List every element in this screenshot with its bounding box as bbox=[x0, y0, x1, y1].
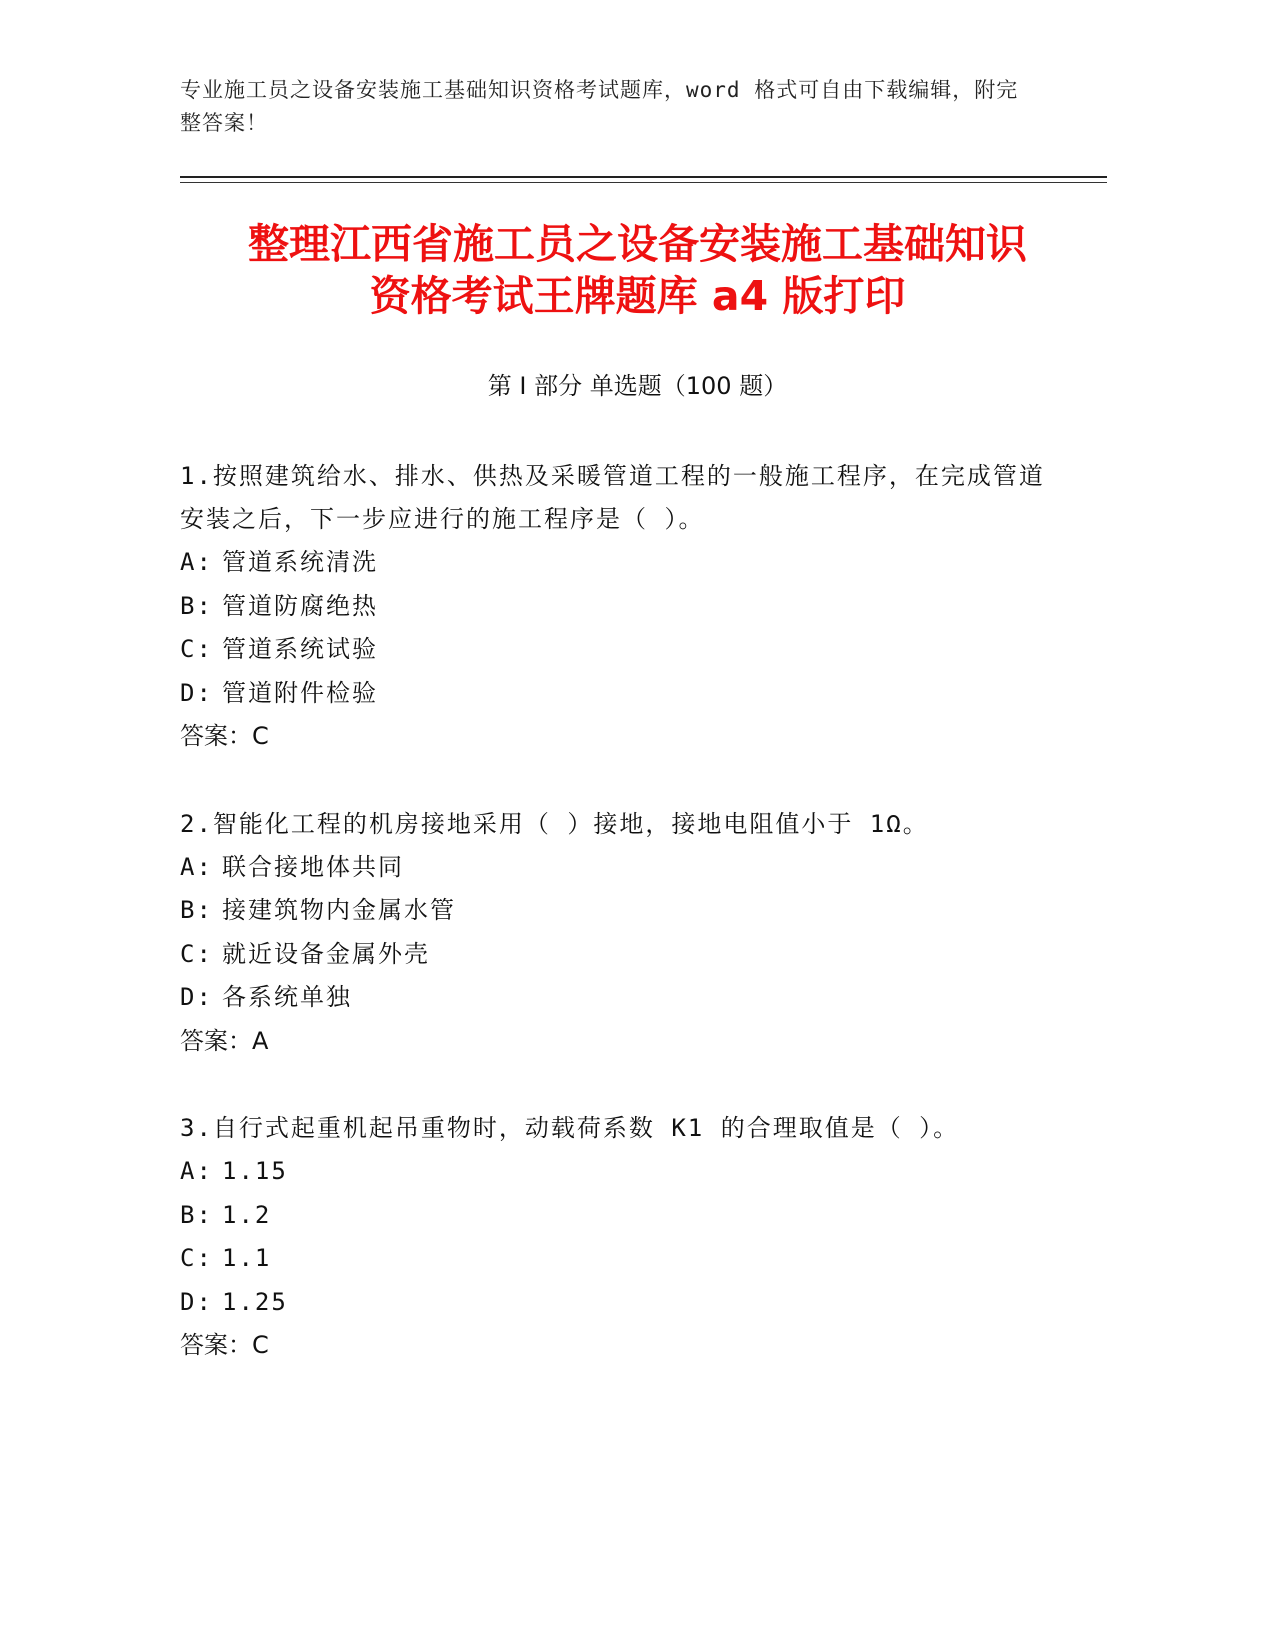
option-text: 管道系统清洗 bbox=[222, 548, 378, 576]
option-d bbox=[180, 672, 1060, 716]
option-key: C: bbox=[180, 1244, 213, 1272]
option-c bbox=[180, 1237, 1060, 1281]
document-title-line-2: 资格考试王牌题库 a4 版打印 bbox=[369, 272, 906, 320]
question-stem: 3.自行式起重机起吊重物时，动载荷系数 K1 的合理取值是（ ）。 bbox=[180, 1114, 960, 1142]
option-text: 联合接地体共同 bbox=[222, 852, 404, 881]
option-text: 管道防腐绝热 bbox=[222, 591, 378, 620]
document-title bbox=[150, 218, 1125, 322]
question-2 bbox=[180, 803, 1060, 1064]
option-key: D: bbox=[180, 678, 213, 707]
option-c bbox=[180, 933, 1060, 977]
option-text: 接建筑物内金属水管 bbox=[222, 896, 456, 924]
answer-line: 答案：C bbox=[180, 722, 269, 750]
option-d bbox=[180, 1281, 1060, 1325]
answer-line: 答案：A bbox=[180, 1026, 269, 1055]
option-key: D: bbox=[180, 1287, 213, 1316]
document-title-line-1: 整理江西省施工员之设备安装施工基础知识 bbox=[248, 220, 1027, 268]
section-title: 第 I 部分 单选题（100 题） bbox=[487, 372, 788, 400]
option-text: 管道系统试验 bbox=[222, 635, 378, 663]
header-divider-thick bbox=[180, 176, 1107, 178]
option-key: C: bbox=[180, 635, 213, 663]
option-text: 管道附件检验 bbox=[222, 678, 378, 707]
option-b bbox=[180, 889, 1060, 933]
option-a bbox=[180, 846, 1060, 890]
option-key: B: bbox=[180, 591, 213, 620]
header-divider-thin bbox=[180, 182, 1107, 183]
option-b bbox=[180, 585, 1060, 629]
option-key: B: bbox=[180, 896, 213, 924]
option-key: A: bbox=[180, 852, 213, 881]
question-1 bbox=[180, 455, 1060, 759]
option-key: B: bbox=[180, 1200, 213, 1229]
option-c bbox=[180, 628, 1060, 672]
option-d bbox=[180, 976, 1060, 1020]
header-note: 专业施工员之设备安装施工基础知识资格考试题库，word 格式可自由下载编辑，附完整答案！ bbox=[180, 78, 1019, 135]
question-list bbox=[180, 455, 1060, 1412]
option-text: 1.1 bbox=[222, 1244, 272, 1272]
question-stem: 1.按照建筑给水、排水、供热及采暖管道工程的一般施工程序，在完成管道安装之后，下一步应进行的施工程序是（ ）。 bbox=[180, 462, 1045, 533]
option-key: C: bbox=[180, 939, 213, 968]
question-3 bbox=[180, 1107, 1060, 1368]
option-key: A: bbox=[180, 548, 213, 576]
option-text: 1.2 bbox=[222, 1200, 272, 1229]
option-key: A: bbox=[180, 1157, 213, 1185]
option-key: D: bbox=[180, 983, 213, 1011]
option-text: 1.15 bbox=[222, 1157, 288, 1185]
question-stem: 2.智能化工程的机房接地采用（ ）接地，接地电阻值小于 1Ω。 bbox=[180, 809, 929, 838]
option-text: 就近设备金属外壳 bbox=[222, 939, 430, 968]
option-a bbox=[180, 541, 1060, 585]
option-text: 各系统单独 bbox=[222, 983, 352, 1011]
option-b bbox=[180, 1194, 1060, 1238]
option-a bbox=[180, 1150, 1060, 1194]
option-text: 1.25 bbox=[222, 1287, 288, 1316]
answer-line: 答案：C bbox=[180, 1331, 269, 1359]
